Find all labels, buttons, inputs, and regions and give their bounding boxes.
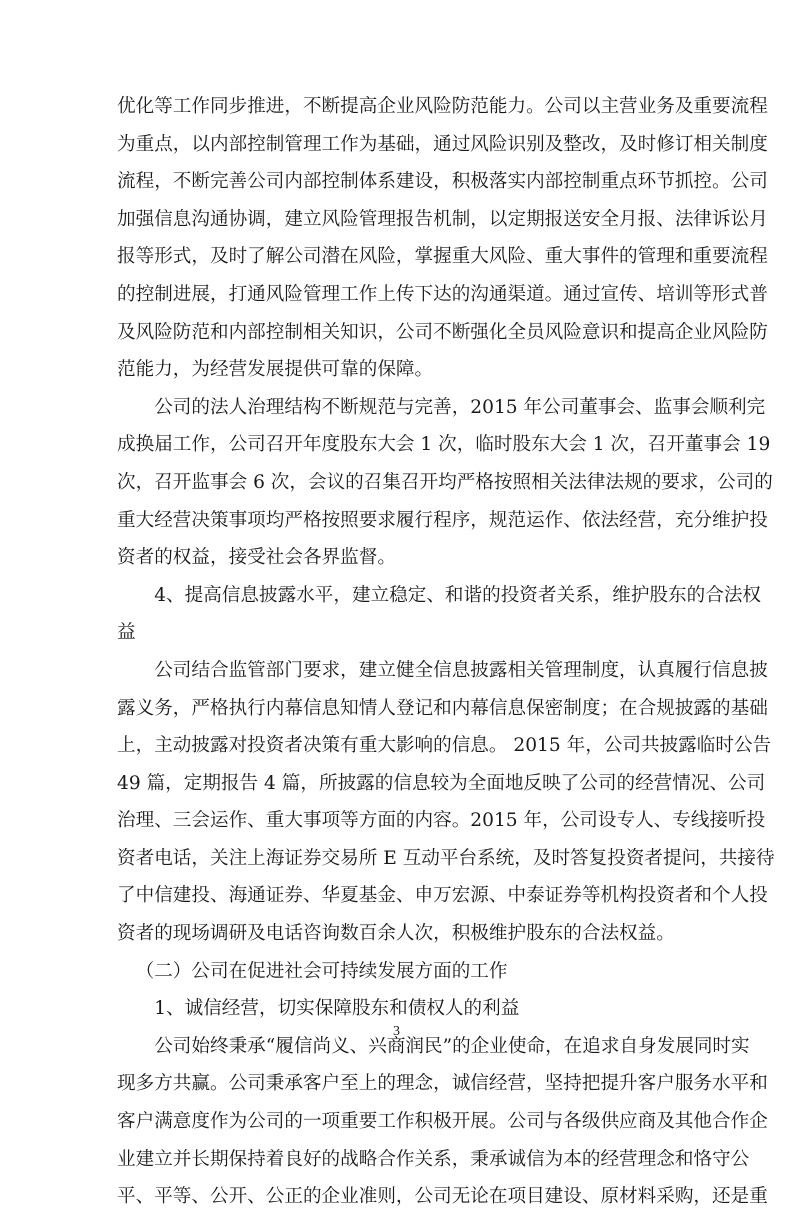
- text-line: 客户满意度作为公司的一项重要工作积极开展。公司与各级供应商及其他合作企: [117, 1111, 768, 1133]
- text-line: 成换届工作，公司召开年度股东大会 1 次，临时股东大会 1 次，召开董事会 19: [117, 434, 771, 456]
- page-number: 3: [393, 1024, 400, 1039]
- text-line: 优化等工作同步推进，不断提高企业风险防范能力。公司以主营业务及重要流程: [117, 96, 768, 117]
- text-line: 露义务，严格执行内幕信息知情人登记和内幕信息保密制度；在合规披露的基础: [117, 697, 768, 719]
- text-line: 资者的现场调研及电话咨询数百余人次，积极维护股东的合法权益。: [117, 923, 675, 945]
- text-line: 业建立并长期保持着良好的战略合作关系，秉承诚信为本的经营理念和恪守公: [117, 1148, 750, 1170]
- text-line: 及风险防范和内部控制相关知识，公司不断强化全员风险意识和提高企业风险防: [117, 321, 768, 343]
- section-heading-sustainability: [117, 953, 677, 991]
- text-line: 了中信建投、海通证券、华夏基金、申万宏源、中泰证券等机构投资者和个人投: [117, 885, 768, 907]
- text-line: 益: [117, 622, 136, 644]
- text-line: 上，主动披露对投资者决策有重大影响的信息。 2015 年，公司共披露临时公告: [117, 735, 772, 757]
- text-line: 次，召开监事会 6 次，会议的召集召开均严格按照相关法律法规的要求，公司的: [117, 471, 773, 493]
- text-line: 现多方共赢。公司秉承客户至上的理念，诚信经营，坚持把提升客户服务水平和: [117, 1073, 768, 1095]
- text-line: 范能力，为经营发展提供可靠的保障。: [117, 359, 434, 381]
- text-line: 平、平等、公开、公正的企业准则，公司无论在项目建设、原材料采购，还是重: [117, 1186, 768, 1208]
- text-line: 公司始终秉承“履信尚义、兴商润民”的企业使命，在追求自身发展同时实: [154, 1035, 750, 1057]
- text-line: 公司结合监管部门要求，建立健全信息披露相关管理制度，认真履行信息披: [154, 659, 768, 681]
- text-line: 4、提高信息披露水平，建立稳定、和谐的投资者关系，维护股东的合法权: [154, 584, 762, 606]
- text-line: 1、诚信经营，切实保障股东和债权人的利益: [154, 998, 520, 1020]
- text-line: 重大经营决策事项均严格按照要求履行程序，规范运作、依法经营，充分维护投: [117, 509, 768, 531]
- heading-integrity: [117, 990, 677, 1028]
- text-line: （二）公司在促进社会可持续发展方面的工作: [135, 960, 508, 982]
- paragraph-disclosure: [117, 652, 775, 953]
- text-line: 加强信息沟通协调，建立风险管理报告机制，以定期报送安全月报、法律诉讼月: [117, 208, 768, 230]
- text-line: 流程，不断完善公司内部控制体系建设，积极落实内部控制重点环节抓控。公司: [117, 171, 768, 193]
- text-line: 报等形式，及时了解公司潜在风险，掌握重大风险、重大事件的管理和重要流程: [117, 246, 768, 268]
- heading-disclosure: [117, 577, 762, 652]
- text-line: 公司的法人治理结构不断规范与完善，2015 年公司董事会、监事会顺利完: [154, 396, 766, 418]
- paragraph-governance: [117, 389, 773, 577]
- text-line: 治理、三会运作、重大事项等方面的内容。2015 年，公司设专人、专线接听投: [117, 810, 766, 832]
- text-line: 49 篇，定期报告 4 篇，所披露的信息较为全面地反映了公司的经营情况、公司: [117, 772, 766, 794]
- paragraph-risk-control-continued: [117, 88, 768, 389]
- text-line: 资者电话，关注上海证券交易所 E 互动平台系统，及时答复投资者提问，共接待: [117, 847, 775, 869]
- text-line: 资者的权益，接受社会各界监督。: [117, 547, 396, 569]
- text-line: 的控制进展，打通风险管理工作上传下达的沟通渠道。通过宣传、培训等形式普: [117, 283, 768, 305]
- document-body: [117, 88, 775, 1216]
- text-line: 为重点，以内部控制管理工作为基础，通过风险识别及整改，及时修订相关制度: [117, 133, 768, 155]
